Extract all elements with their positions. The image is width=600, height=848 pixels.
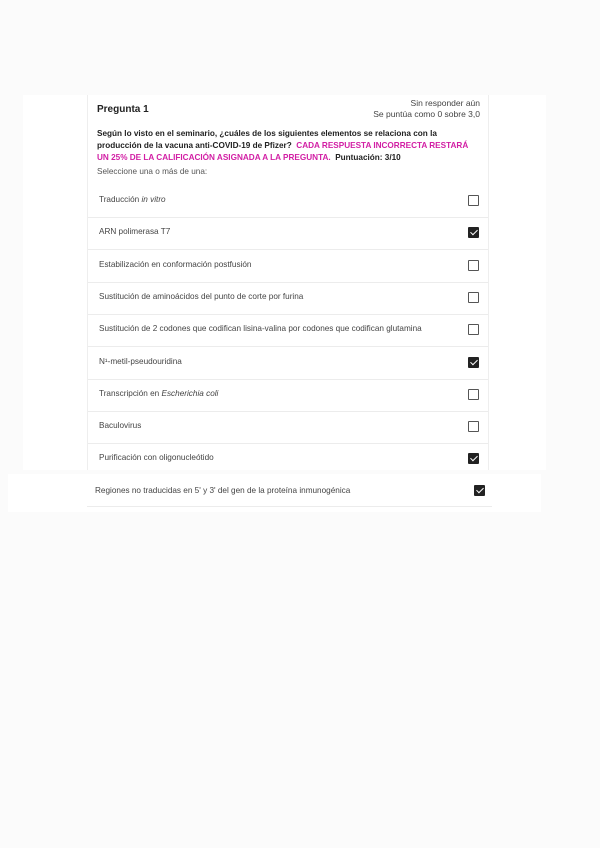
option-label: Regiones no traducidas en 5' y 3' del gen de la proteína inmunogénica: [95, 486, 351, 495]
checkbox[interactable]: [468, 260, 479, 271]
answer-option[interactable]: [88, 217, 488, 250]
checkbox-checked[interactable]: [468, 453, 479, 464]
question-warning: CADA RESPUESTA INCORRECTA RESTARÁ UN 25% DE LA CALIFICACIÓN ASIGNADA A LA PREGUNTA.: [97, 141, 469, 162]
checkbox-checked[interactable]: [474, 485, 485, 496]
answer-option[interactable]: [88, 282, 488, 315]
checkbox-checked[interactable]: [468, 357, 479, 368]
question-prompt: Según lo visto en el seminario, ¿cuáles de los siguientes elementos se relaciona con la producción de la vacuna anti-COVID-19 de Pfizer?: [97, 129, 437, 150]
option-label: Sustitución de aminoácidos del punto de corte por furina: [99, 291, 304, 301]
option-label: Transcripción en Escherichia coli: [99, 388, 219, 398]
checkbox[interactable]: [468, 292, 479, 303]
option-label: Sustitución de 2 codones que codifican lisina-valina por codones que codifican glutamina: [99, 324, 422, 334]
answer-option[interactable]: [88, 185, 488, 218]
option-label: N¹-metil-pseudouridina: [99, 356, 182, 366]
checkbox[interactable]: [468, 195, 479, 206]
status-score: Se puntúa como 0 sobre 3,0: [373, 109, 480, 119]
checkbox[interactable]: [468, 421, 479, 432]
checkbox-checked[interactable]: [468, 227, 479, 238]
answer-option[interactable]: [88, 379, 488, 412]
answer-option[interactable]: [88, 411, 488, 444]
option-label: Traducción in vitro: [99, 195, 166, 204]
checkbox[interactable]: [468, 389, 479, 400]
question-instruction: Seleccione una o más de una:: [97, 167, 208, 176]
checkbox[interactable]: [468, 324, 479, 335]
question-card: [87, 95, 489, 470]
answer-option[interactable]: [88, 347, 488, 380]
option-label: Baculovirus: [99, 421, 142, 431]
question-status: [373, 98, 480, 120]
question-text: [97, 128, 479, 164]
answer-option[interactable]: [88, 443, 488, 475]
answer-option-extra[interactable]: [87, 474, 492, 507]
status-answered: Sin responder aún: [410, 98, 480, 108]
answer-option[interactable]: [88, 250, 488, 283]
option-label: Estabilización en conformación postfusión: [99, 259, 252, 269]
question-score-note: Puntuación: 3/10: [335, 153, 401, 162]
option-label: Purificación con oligonucleótido: [99, 453, 214, 463]
option-label: ARN polimerasa T7: [99, 227, 171, 237]
question-title: Pregunta 1: [97, 104, 149, 115]
answer-option[interactable]: [88, 314, 488, 347]
